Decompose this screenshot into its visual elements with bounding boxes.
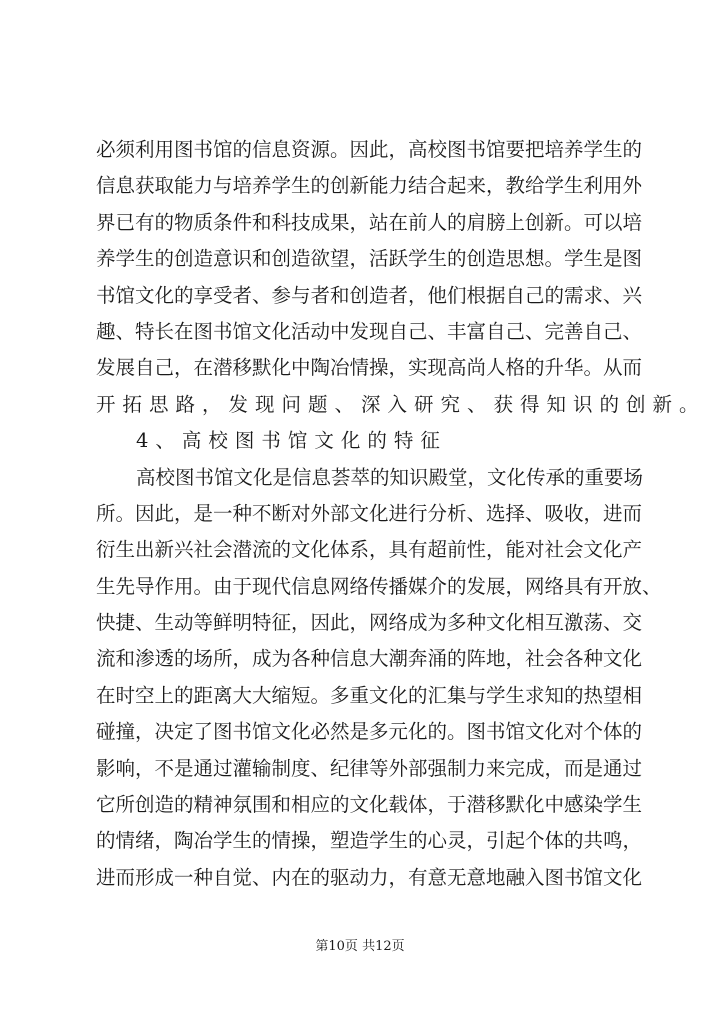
document-body — [96, 132, 706, 896]
text-line: 所。因此，是一种不断对外部文化进行分析、选择、吸收，进而 — [96, 501, 643, 525]
text-line: 信息获取能力与培养学生的创新能力结合起来，教给学生利用外 — [96, 174, 643, 198]
text-line: 养学生的创造意识和创造欲望，活跃学生的创造思想。学生是图 — [96, 247, 643, 271]
text-line: 流和渗透的场所，成为各种信息大潮奔涌的阵地，社会各种文化 — [96, 647, 643, 671]
text-line: 衍生出新兴社会潜流的文化体系，具有超前性，能对社会文化产 — [96, 538, 643, 562]
text-line: 书馆文化的享受者、参与者和创造者，他们根据自己的需求、兴 — [96, 283, 643, 307]
text-line: 界已有的物质条件和科技成果，站在前人的肩膀上创新。可以培 — [96, 210, 643, 234]
section-heading: 4、高校图书馆文化的特征 — [136, 429, 447, 453]
text-line: 它所创造的精神氛围和相应的文化载体，于潜移默化中感染学生 — [96, 793, 643, 817]
text-line: 高校图书馆文化是信息荟萃的知识殿堂，文化传承的重要场 — [136, 465, 644, 489]
text-line: 生先导作用。由于现代信息网络传播媒介的发展，网络具有开放、 — [96, 574, 662, 598]
text-line: 必须利用图书馆的信息资源。因此，高校图书馆要把培养学生的 — [96, 138, 643, 161]
text-line: 的情绪，陶冶学生的情操，塑造学生的心灵，引起个体的共鸣， — [96, 829, 643, 853]
text-line: 影响，不是通过灌输制度、纪律等外部强制力来完成，而是通过 — [96, 756, 643, 780]
text-line: 开拓思路，发现问题、深入研究、获得知识的创新。 — [96, 392, 706, 416]
text-line: 快捷、生动等鲜明特征，因此，网络成为多种文化相互激荡、交 — [96, 611, 643, 635]
page-footer: 第10页 共12页 — [315, 939, 405, 954]
text-line: 趣、特长在图书馆文化活动中发现自己、丰富自己、完善自己、 — [96, 319, 643, 343]
text-line: 在时空上的距离大大缩短。多重文化的汇集与学生求知的热望相 — [96, 683, 643, 707]
text-line: 碰撞，决定了图书馆文化必然是多元化的。图书馆文化对个体的 — [96, 720, 643, 744]
text-line: 发展自己，在潜移默化中陶冶情操，实现高尚人格的升华。从而 — [96, 356, 643, 380]
text-line: 进而形成一种自觉、内在的驱动力，有意无意地融入图书馆文化 — [96, 865, 643, 889]
